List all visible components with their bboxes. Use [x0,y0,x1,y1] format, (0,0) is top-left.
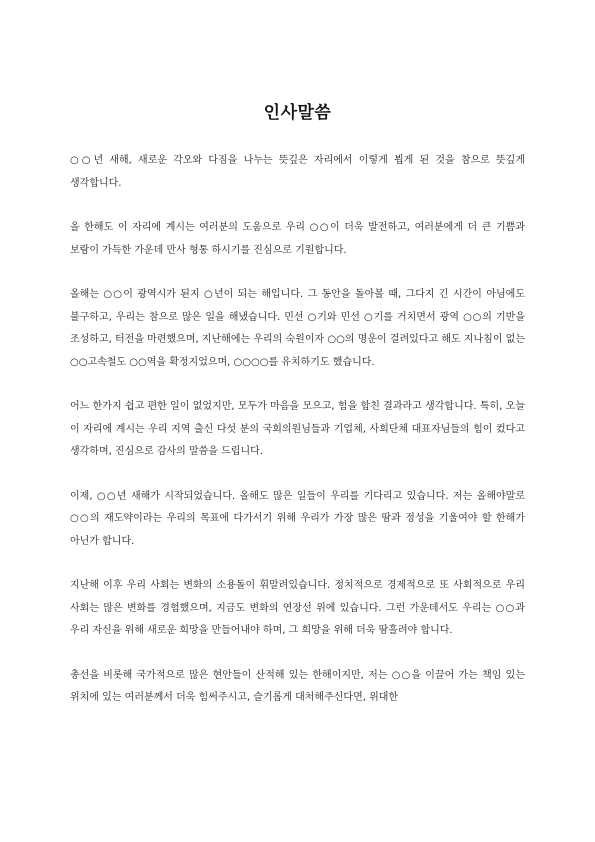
paragraph-1: ○○년 새해, 새로운 각오와 다짐을 나누는 뜻깊은 자리에서 이렇게 뵙게 된 것을 참으로 뜻깊게 생각합니다. [70,155,525,189]
paragraph-4: 어느 한가지 쉽고 편한 일이 없었지만, 모두가 마음을 모으고, 힘을 합친 결과라고 생각합니다. 특히, 오늘 이 자리에 계시는 우리 지역 출신 다섯 분의 국회의원님들과 기업체, 사회단체 대표자님들의 힘이 컸다고 생각하며, 진심으로 감사의 말씀을 드립니다. [70,401,525,457]
document-body [70,150,525,732]
paragraph-3: 올해는 ○○이 광역시가 된지 ○년이 되는 해입니다. 그 동안을 돌아볼 때, 그다지 긴 시간이 아님에도 불구하고, 우리는 참으로 많은 일을 해냈습니다. 민선 ○기와 민선 ○기를 거치면서 광역 ○○의 기반을 조성하고, 터전을 마련했으며, 지난해에는 우리의 숙원이자 ○○의 명운이 걸려있다고 해도 지나침이 없는 ○○고속철도 ○○역을 확정지었으며, ○○○○를 유치하기도 했습니다. [70,289,525,368]
paragraph-7: 총선을 비롯해 국가적으로 많은 현안들이 산적해 있는 한해이지만, 저는 ○○을 이끌어 가는 책임 있는 위치에 있는 여러분께서 더욱 힘써주시고, 슬기롭게 대처해주신다면, 위대한 [70,669,525,703]
paragraph-2: 올 한해도 이 자리에 계시는 여러분의 도움으로 우리 ○○이 더욱 발전하고, 여러분에게 더 큰 기쁨과 보람이 가득한 가운데 만사 형통 하시기를 진심으로 기원합니다. [70,222,525,256]
paragraph-5: 이제, ○○년 새해가 시작되었습니다. 올해도 많은 일들이 우리를 기다리고 있습니다. 저는 올해야말로 ○○의 재도약이라는 우리의 목표에 다가서기 위해 우리가 가장 많은 땀과 정성을 기울여야 할 한해가 아닌가 합니다. [70,490,525,547]
paragraph-6: 지난해 이후 우리 사회는 변화의 소용돌이 휘말려있습니다. 정치적으로 경제적으로 또 사회적으로 우리 사회는 많은 변화를 경험했으며, 지금도 변화의 연장선 위에 있습니다. 그런 가운데서도 우리는 ○○과 우리 자신을 위해 새로운 희망을 만들어내야 하며, 그 희망을 위해 더욱 땀흘려야 합니다. [70,580,525,636]
page-title: 인사말씀 [263,103,332,123]
